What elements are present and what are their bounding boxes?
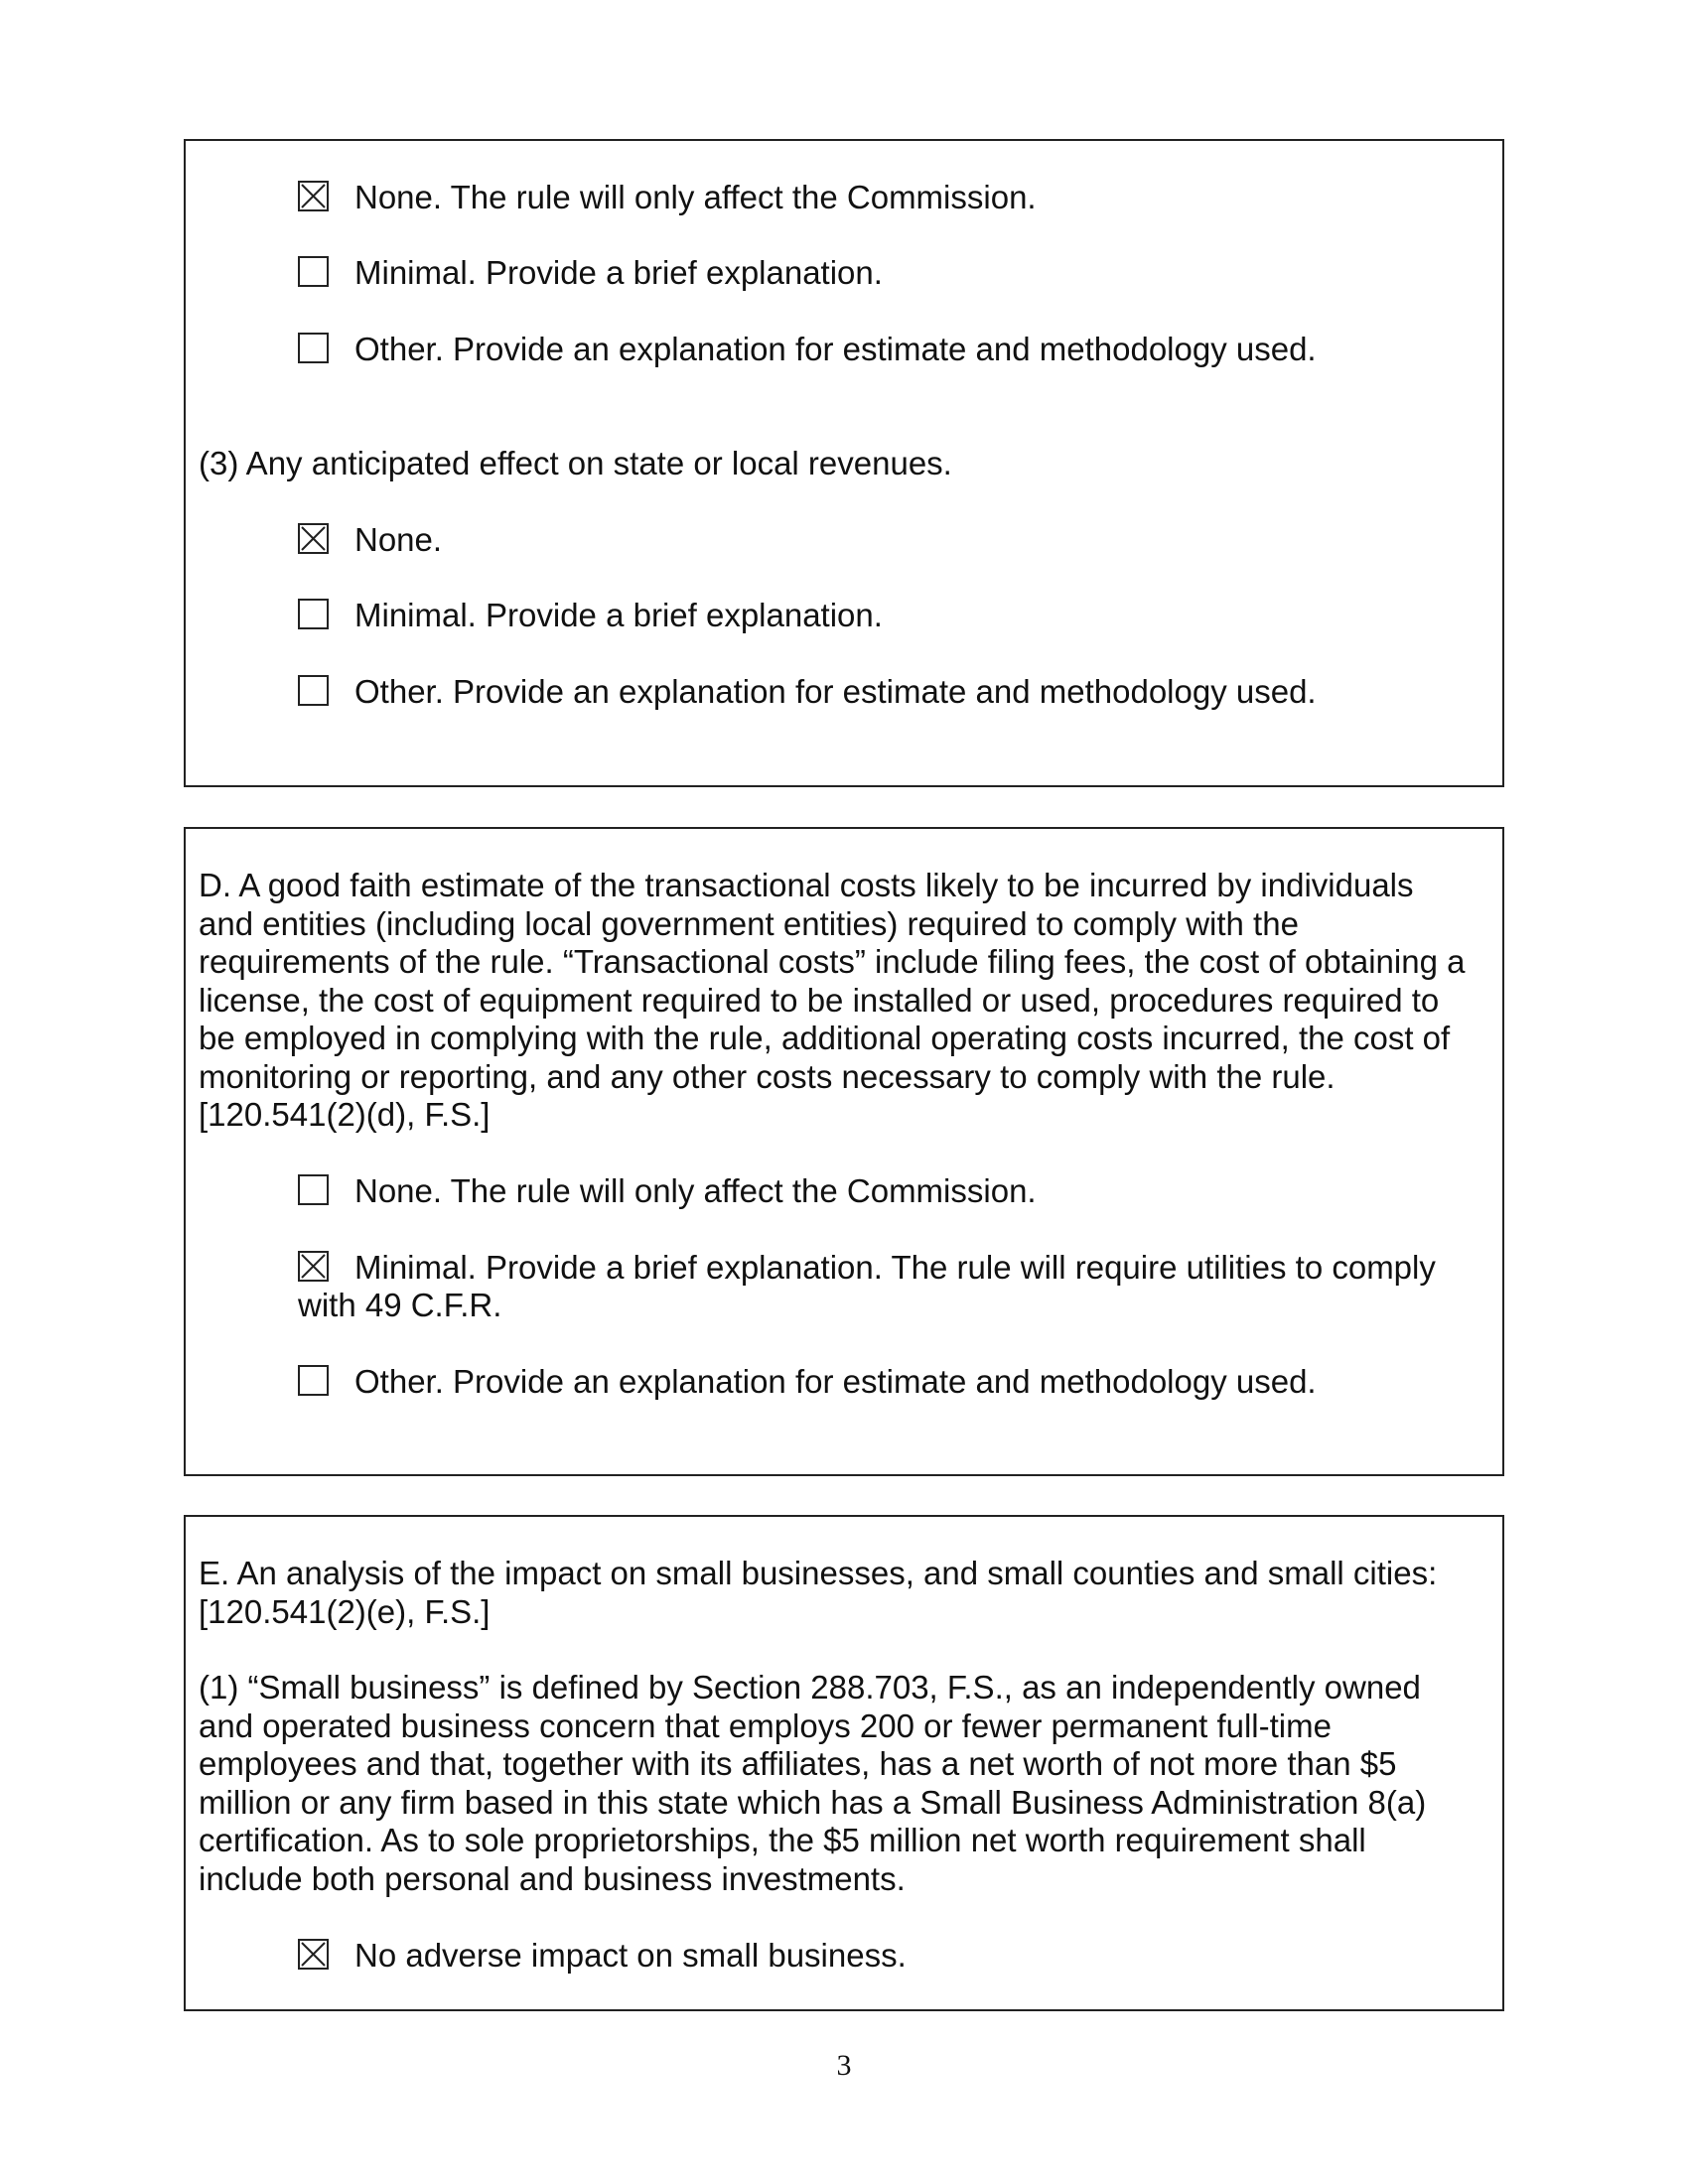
checkbox-unchecked[interactable] [298,599,329,629]
text-line: monitoring or reporting, and any other costs necessary to comply with the rule. [199,1057,1336,1095]
checkbox-checked[interactable] [298,181,329,211]
option-label: Minimal. Provide a brief explanation. [354,254,883,291]
checkbox-unchecked[interactable] [298,333,329,363]
option-label: None. The rule will only affect the Commission. [354,1172,1037,1209]
option-label: Other. Provide an explanation for estimate and methodology used. [354,673,1317,710]
text-line: million or any firm based in this state which has a Small Business Administration 8(a) [199,1783,1427,1821]
option-d-minimal [298,1249,1489,1324]
option-d-other [298,1363,1648,1401]
option-c-none [298,179,1648,216]
option-label: None. [354,521,443,558]
option-c-other [298,331,1648,368]
option-e-no-adverse-impact [298,1937,1648,1975]
item-3-heading: (3) Any anticipated effect on state or local revenues. [199,445,952,481]
text-line: requirements of the rule. “Transactional costs” include filing fees, the cost of obtaining a [199,943,1466,980]
option-c-minimal [298,254,1648,292]
section-e-heading [199,1555,1499,1631]
checkbox-checked[interactable] [298,1939,329,1970]
option-label: Other. Provide an explanation for estimate and methodology used. [354,1363,1317,1400]
page-number: 3 [836,2049,852,2082]
text-line: be employed in complying with the rule, additional operating costs incurred, the cost of [199,1020,1451,1056]
text-line: and entities (including local government entities) required to comply with the [199,904,1299,942]
text-line: license, the cost of equipment required to be installed or used, procedures required to [199,981,1440,1019]
checkbox-unchecked[interactable] [298,675,329,706]
small-business-definition [199,1669,1499,1898]
text-line: [120.541(2)(d), F.S.] [199,1096,491,1133]
text-line: (1) “Small business” is defined by Section 288.703, F.S., as an independently owned [199,1669,1421,1706]
checkbox-checked[interactable] [298,523,329,554]
text-line: include both personal and business investments. [199,1859,906,1897]
option-d-none [298,1172,1648,1210]
checkbox-unchecked[interactable] [298,1174,329,1205]
option-label: Minimal. Provide a brief explanation. [354,597,883,633]
option-label: No adverse impact on small business. [354,1937,907,1974]
checkbox-unchecked[interactable] [298,1365,329,1396]
text-line: D. A good faith estimate of the transactional costs likely to be incurred by individuals [199,867,1414,903]
text-line: employees and that, together with its affiliates, has a net worth of not more than $5 [199,1745,1397,1782]
checkbox-unchecked[interactable] [298,256,329,287]
option-c3-other [298,673,1648,711]
checkbox-checked[interactable] [298,1251,329,1282]
text-line: certification. As to sole proprietorships, the $5 million net worth requirement shall [199,1822,1366,1858]
text-line: [120.541(2)(e), F.S.] [199,1592,491,1630]
option-c3-none [298,521,1648,559]
text-line: E. An analysis of the impact on small businesses, and small counties and small cities: [199,1555,1438,1591]
option-label: Other. Provide an explanation for estimate and methodology used. [354,331,1317,367]
text-line: and operated business concern that employs 200 or fewer permanent full-time [199,1706,1332,1744]
option-label: Minimal. Provide a brief explanation. The rule will require utilities to comply with 49 C.F.R. [298,1249,1436,1323]
option-c3-minimal [298,597,1648,634]
option-label: None. The rule will only affect the Commission. [354,179,1037,215]
section-d-text [199,867,1499,1135]
